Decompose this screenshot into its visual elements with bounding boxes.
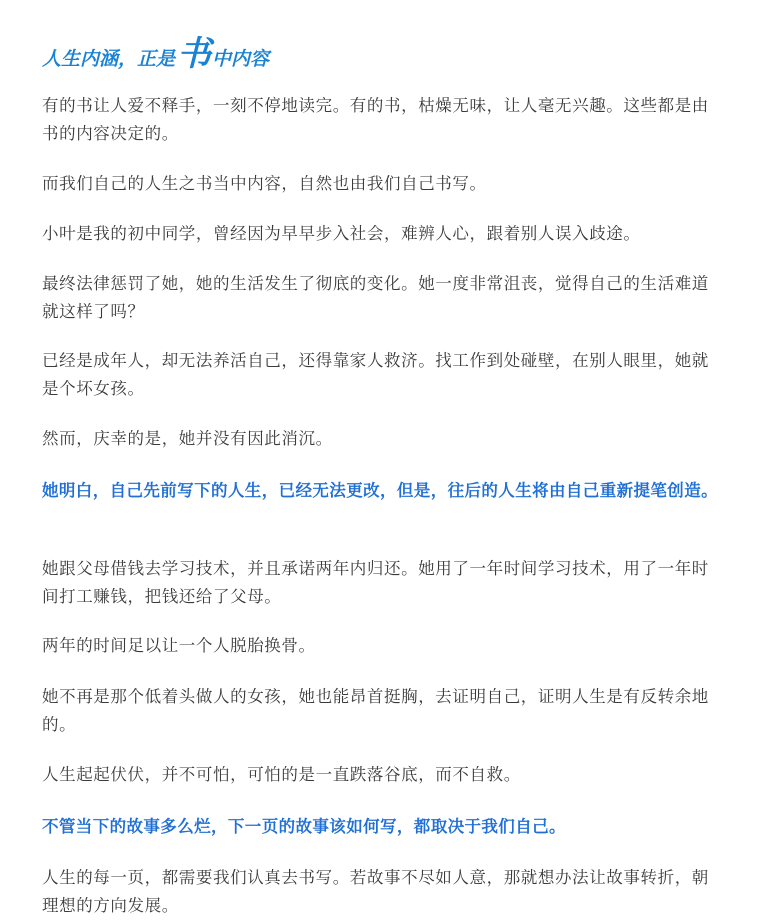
paragraph: 她跟父母借钱去学习技术，并且承诺两年内归还。她用了一年时间学习技术，用了一年时间打工赚钱，把钱还给了父母。 (42, 559, 709, 606)
section-heading (42, 33, 269, 73)
heading-prefix: 人生内涵，正是 (42, 48, 176, 70)
paragraph: 已经是成年人，却无法养活自己，还得靠家人救济。找工作到处碰壁，在别人眼里，她就是个坏女孩。 (42, 351, 709, 398)
paragraph: 有的书让人爱不释手，一刻不停地读完。有的书，枯燥无味，让人毫无兴趣。这些都是由书的内容决定的。 (42, 96, 709, 143)
highlighted-paragraph: 她明白，自己先前写下的人生，已经无法更改，但是，往后的人生将由自己重新提笔创造。 (42, 481, 718, 500)
heading-emphasis: 书 (177, 34, 212, 74)
paragraph: 最终法律惩罚了她，她的生活发生了彻底的变化。她一度非常沮丧，觉得自己的生活难道就这样了吗？ (42, 274, 709, 321)
highlighted-paragraph: 不管当下的故事多么烂，下一页的故事该如何写，都取决于我们自己。 (42, 817, 566, 836)
paragraph: 人生的每一页，都需要我们认真去书写。若故事不尽如人意，那就想办法让故事转折，朝理想的方向发展。 (42, 868, 709, 915)
paragraph: 她不再是那个低着头做人的女孩，她也能昂首挺胸，去证明自己，证明人生是有反转余地的。 (42, 687, 709, 734)
paragraph: 小叶是我的初中同学，曾经因为早早步入社会，难辨人心，跟着别人误入歧途。 (42, 224, 641, 243)
paragraph: 而我们自己的人生之书当中内容，自然也由我们自己书写。 (42, 174, 487, 193)
paragraph: 人生起起伏伏，并不可怕，可怕的是一直跌落谷底，而不自救。 (42, 765, 521, 784)
heading-suffix: 中内容 (212, 48, 270, 70)
paragraph: 然而，庆幸的是，她并没有因此消沉。 (42, 429, 333, 448)
paragraph: 两年的时间足以让一个人脱胎换骨。 (42, 636, 316, 655)
